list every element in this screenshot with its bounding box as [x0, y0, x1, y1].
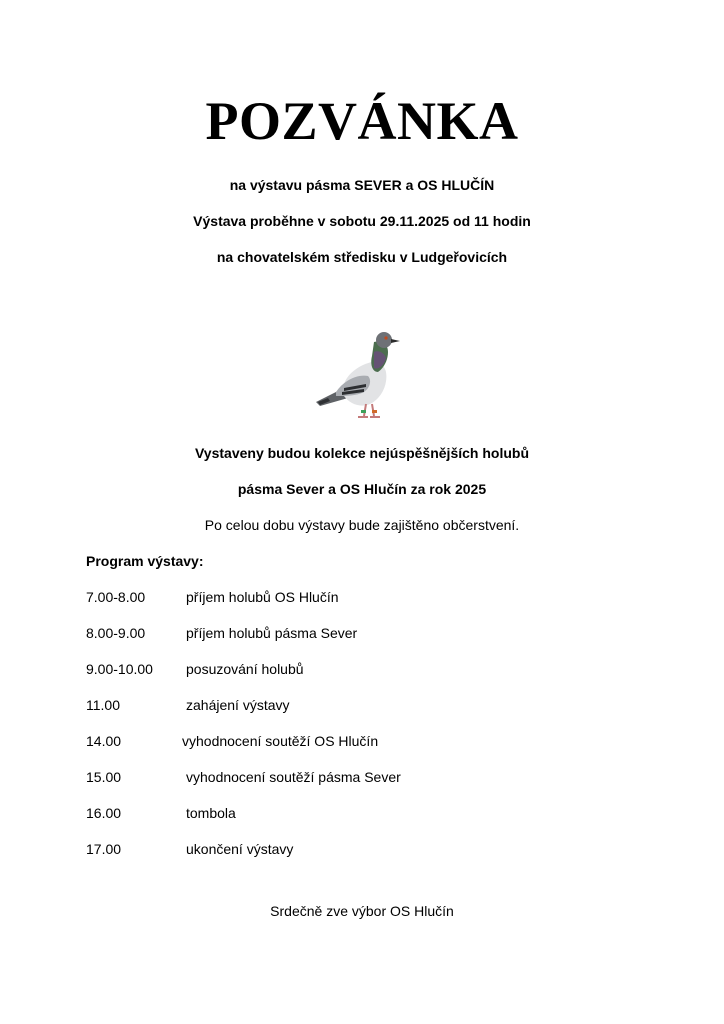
schedule-activity: vyhodnocení soutěží OS Hlučín	[182, 733, 379, 749]
schedule-time: 17.00	[86, 841, 122, 857]
schedule-time: 9.00-10.00	[86, 661, 153, 677]
schedule-activity: příjem holubů pásma Sever	[186, 625, 358, 641]
collection-line-2: pásma Sever a OS Hlučín za rok 2025	[237, 481, 487, 497]
schedule-activity: vyhodnocení soutěží pásma Sever	[186, 769, 401, 785]
schedule-time: 8.00-9.00	[86, 625, 146, 641]
subtitle-date: Výstava proběhne v sobotu 29.11.2025 od 11 hodin	[193, 213, 531, 229]
collection-line-1: Vystaveny budou kolekce nejúspěšnějších holubů	[194, 445, 530, 461]
schedule-activity: ukončení výstavy	[186, 841, 294, 857]
program-heading: Program výstavy:	[86, 553, 204, 569]
schedule-time: 15.00	[86, 769, 122, 785]
schedule-activity: příjem holubů OS Hlučín	[186, 589, 339, 605]
subtitle-location: na chovatelském středisku v Ludgeřovicích	[216, 249, 508, 265]
schedule-activity: posuzování holubů	[186, 661, 304, 677]
schedule-activity: zahájení výstavy	[186, 697, 290, 713]
signature: Srdečně zve výbor OS Hlučín	[270, 903, 454, 919]
schedule-time: 7.00-8.00	[86, 589, 146, 605]
schedule-time: 14.00	[86, 733, 122, 749]
subtitle-exhibition: na výstavu pásma SEVER a OS HLUČÍN	[229, 177, 495, 193]
refreshment-note: Po celou dobu výstavy bude zajištěno občerstvení.	[204, 517, 520, 533]
page-title: POZVÁNKA	[205, 91, 519, 151]
pigeon-image	[314, 328, 406, 422]
schedule-activity: tombola	[186, 805, 236, 821]
schedule-time: 11.00	[86, 697, 120, 713]
schedule-time: 16.00	[86, 805, 122, 821]
